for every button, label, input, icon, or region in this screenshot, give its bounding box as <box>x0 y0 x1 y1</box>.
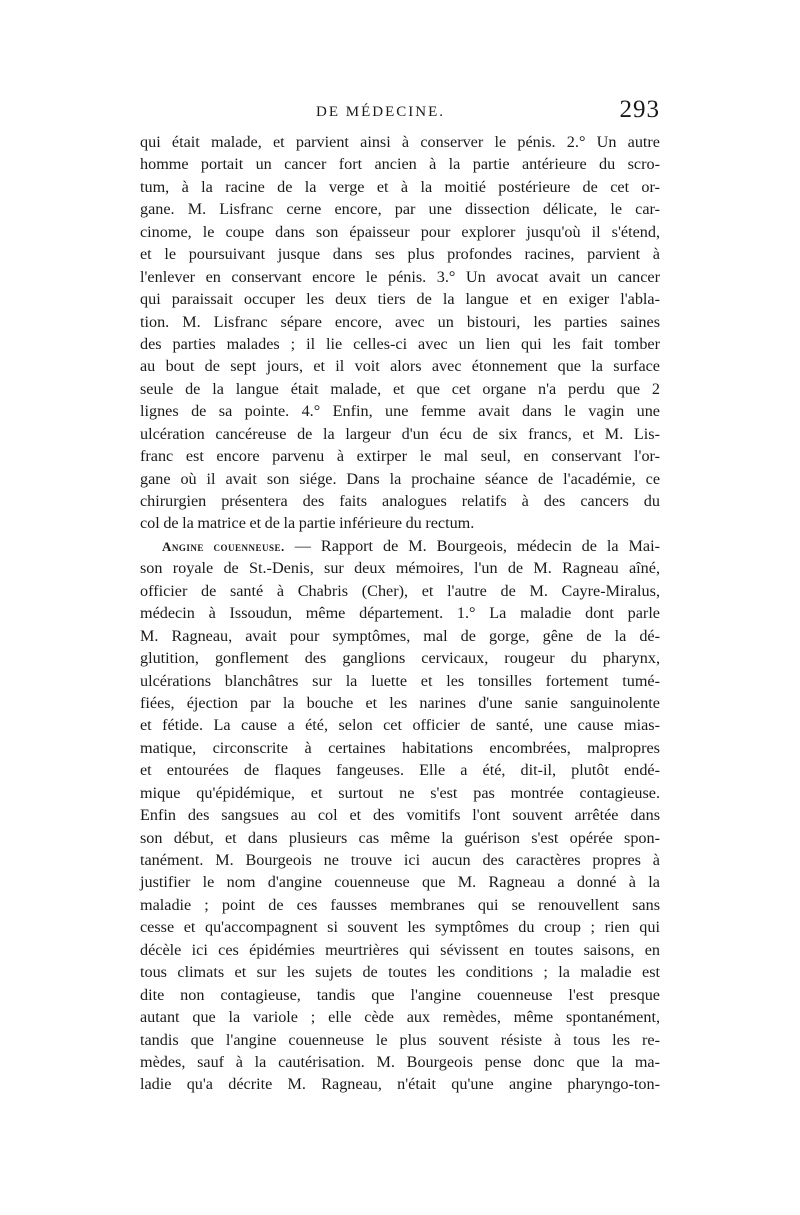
text-line: tous climats et sur les sujets de toutes les conditions ; la maladie est <box>140 963 660 982</box>
text-line: matique, circonscrite à certaines habitations encombrées, malpropres <box>140 738 660 757</box>
text-line: officier de santé à Chabris (Cher), et l'autre de M. Cayre-Miralus, <box>140 581 660 600</box>
text-line: tanément. M. Bourgeois ne trouve ici aucun des caractères propres à <box>140 851 660 869</box>
text-line: gane. M. Lisfranc cerne encore, par une dissection délicate, le car- <box>140 200 660 219</box>
text-line: mèdes, sauf à la cautérisation. M. Bourgeois pense donc que la ma- <box>140 1052 660 1071</box>
text-line: cesse et qu'accompagnent si souvent les symptômes du croup ; rien qui <box>140 918 660 937</box>
running-title: DE MÉDECINE. <box>316 104 445 120</box>
text-line: dite non contagieuse, tandis que l'angine couenneuse l'est presque <box>140 985 660 1004</box>
text-line: ladie qu'a décrite M. Ragneau, n'était qu'une angine pharyngo-ton- <box>140 1075 660 1094</box>
text-line: franc est encore parvenu à extirper le mal seul, en conservant l'or- <box>140 447 660 466</box>
body-text <box>140 131 660 1096</box>
paragraph-angine-couenneuse <box>140 535 660 1096</box>
text-line: ulcérations blanchâtres sur la luette et les tonsilles fortement tumé- <box>140 671 660 690</box>
text-line: gane où il avait son siége. Dans la prochaine séance de l'académie, ce <box>140 469 660 488</box>
text-line: tion. M. Lisfranc sépare encore, avec un bistouri, les parties saines <box>140 312 660 331</box>
text-line: mique qu'épidémique, et surtout ne s'est pas montrée contagieuse. <box>140 783 660 802</box>
text-line: col de la matrice et de la partie inférieure du rectum. <box>140 514 475 533</box>
text-line: et fétide. La cause a été, selon cet officier de santé, une cause mias- <box>140 716 660 735</box>
text-line: M. Ragneau, avait pour symptômes, mal de gorge, gêne de la dé- <box>140 626 660 645</box>
text-line: fiées, éjection par la bouche et les narines d'une sanie sanguinolente <box>140 693 660 712</box>
book-page <box>140 0 660 1215</box>
text-line: lignes de sa pointe. 4.° Enfin, une femme avait dans le vagin une <box>140 402 660 421</box>
paragraph-cancer-cases <box>140 131 660 535</box>
text-line: qui était malade, et parvient ainsi à conserver le pénis. 2.° Un autre <box>140 133 660 151</box>
text-line: tandis que l'angine couenneuse le plus souvent résiste à tous les re- <box>140 1030 660 1049</box>
text-line: et entourées de flaques fangeuses. Elle a été, dit-il, plutôt endé- <box>140 761 660 780</box>
text-line: des parties malades ; il lie celles-ci avec un lien qui les fait tomber <box>140 334 660 353</box>
text-line: ulcération cancéreuse de la largeur d'un écu de six francs, et M. Lis- <box>140 424 660 443</box>
text-line: Enfin des sangsues au col et des vomitifs l'ont souvent arrêtée dans <box>140 806 660 825</box>
text-line: cinome, le coupe dans son épaisseur pour explorer jusqu'où il s'étend, <box>140 222 660 241</box>
text-line: décèle ici ces épidémies meurtrières qui sévissent en toutes saisons, en <box>140 940 660 959</box>
text-line: son début, et dans plusieurs cas même la guérison s'est opérée spon- <box>140 828 660 847</box>
text-line: et le poursuivant jusque dans ses plus profondes racines, parvient à <box>140 245 660 264</box>
text-line: maladie ; point de ces fausses membranes qui se renouvellent sans <box>140 895 660 914</box>
page-number: 293 <box>619 96 660 123</box>
section-first-line-text: — Rapport de M. Bourgeois, médecin de la Mai- <box>294 536 660 555</box>
section-first-line <box>140 535 660 557</box>
text-line: autant que la variole ; elle cède aux remèdes, même spontanément, <box>140 1008 660 1027</box>
text-line: glutition, gonflement des ganglions cervicaux, rougeur du pharynx, <box>140 649 660 668</box>
section-heading: Angine couenneuse. <box>162 538 285 554</box>
text-line: médecin à Issoudun, même département. 1.° La maladie dont parle <box>140 604 660 623</box>
text-line: son royale de St.-Denis, sur deux mémoires, l'un de M. Ragneau aîné, <box>140 559 660 578</box>
text-line: seule de la langue était malade, et que cet organe n'a perdu que 2 <box>140 379 660 398</box>
text-line: tum, à la racine de la verge et à la moitié postérieure de cet or- <box>140 177 660 196</box>
text-line: au bout de sept jours, et il voit alors avec étonnement que la surface <box>140 357 660 376</box>
running-head <box>140 96 660 128</box>
text-line: chirurgien présentera des faits analogues relatifs à des cancers du <box>140 492 660 510</box>
text-line: justifier le nom d'angine couenneuse que M. Ragneau a donné à la <box>140 873 660 892</box>
text-line: l'enlever en conservant encore le pénis. 3.° Un avocat avait un cancer <box>140 267 660 286</box>
text-line: qui paraissait occuper les deux tiers de la langue et en exiger l'abla- <box>140 290 660 309</box>
text-line: homme portait un cancer fort ancien à la partie antérieure du scro- <box>140 155 660 174</box>
